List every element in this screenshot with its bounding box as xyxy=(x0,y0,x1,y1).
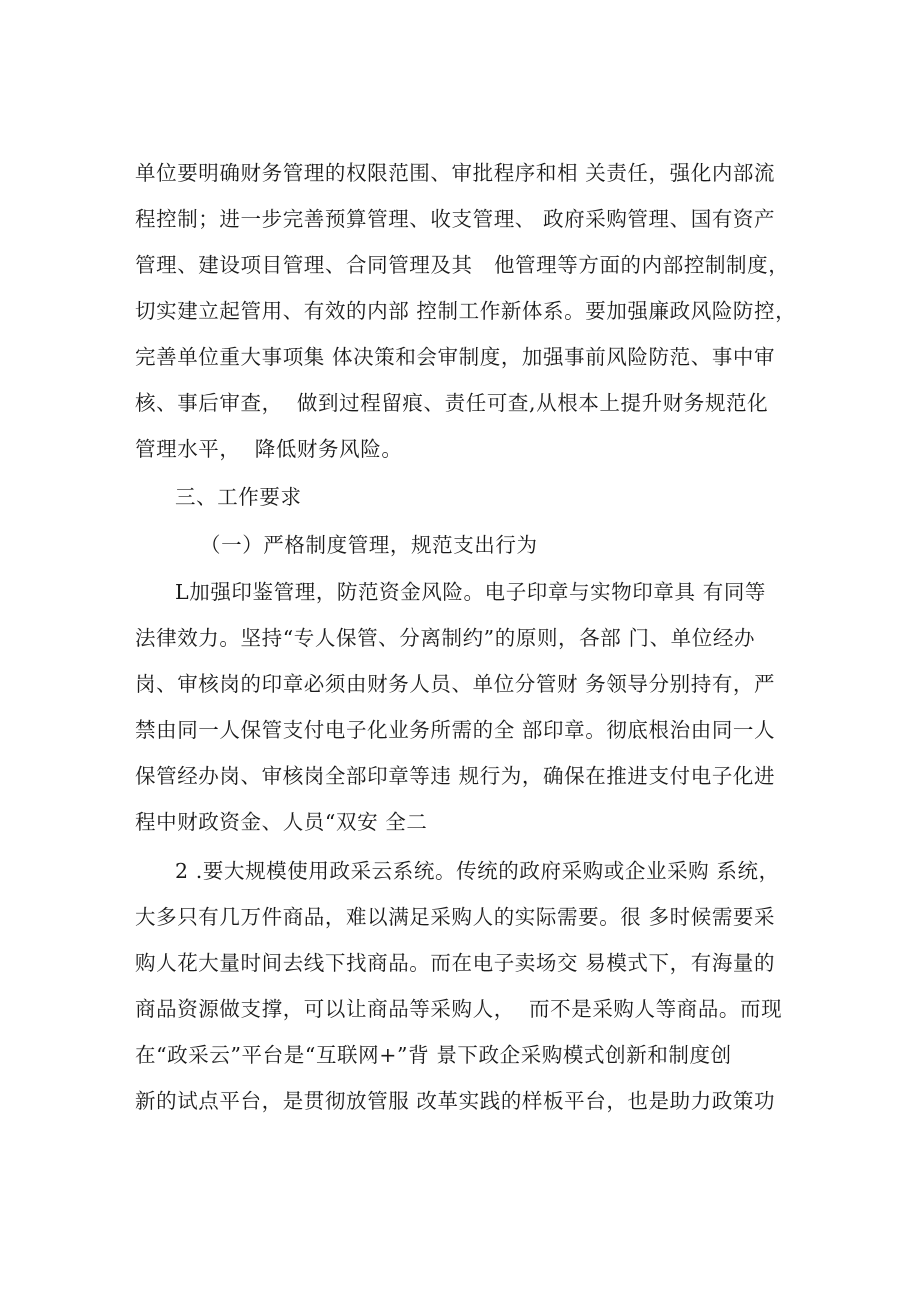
subsection-heading: （一）严格制度管理，规范支出行为 xyxy=(200,533,538,557)
body-text-line: 新的试点平台，是贯彻放管服 改革实践的样板平台，也是助力政策功 xyxy=(135,1089,776,1113)
body-text-line: 单位要明确财务管理的权限范围、审批程序和相 关责任，强化内部流 xyxy=(135,161,776,185)
body-text-line: 程控制；进一步完善预算管理、收支管理、 政府采购管理、国有资产 xyxy=(135,207,776,231)
body-text-line: 大多只有几万件商品，难以满足采购人的实际需要。很 多时候需要采 xyxy=(135,905,776,929)
body-text-line: 保管经办岗、审核岗全部印章等违 规行为，确保在推进支付电子化进 xyxy=(135,764,776,788)
body-text-line: 购人花大量时间去线下找商品。而在电子卖场交 易模式下，有海量的 xyxy=(135,951,776,975)
body-text-line: 商品资源做支撑，可以让商品等采购人， 而不是采购人等商品。而现 xyxy=(135,997,783,1021)
body-text-line: 岗、审核岗的印章必须由财务人员、单位分管财 务领导分别持有，严 xyxy=(135,672,776,696)
body-text-line: 禁由同一人保管支付电子化业务所需的全 部印章。彻底根治由同一人 xyxy=(135,718,776,742)
body-text-line: 程中财政资金、人员“双安 全二 xyxy=(135,810,428,834)
body-text-line: 在“政采云”平台是“互联网+”背 景下政企采购模式创新和制度创 xyxy=(135,1043,732,1067)
body-text-line: 2 .要大规模使用政采云系统。传统的政府采购或企业采购 系统， xyxy=(175,859,780,883)
section-heading: 三、工作要求 xyxy=(175,485,302,509)
body-text-line: L加强印鉴管理，防范资金风险。电子印章与实物印章具 有同等 xyxy=(175,580,767,604)
body-text-line: 管理、建设项目管理、合同管理及其 他管理等方面的内部控制制度， xyxy=(135,253,790,277)
body-text-line: 管理水平， 降低财务风险。 xyxy=(135,437,403,461)
body-text-line: 完善单位重大事项集 体决策和会审制度，加强事前风险防范、事中审 xyxy=(135,345,776,369)
body-text-line: 切实建立起管用、有效的内部 控制工作新体系。要加强廉政风险防控， xyxy=(135,299,797,323)
body-text-line: 法律效力。坚持“专人保管、分离制约”的原则，各部 门、单位经办 xyxy=(135,626,756,650)
body-text-line: 核、事后审查， 做到过程留痕、责任可查,从根本上提升财务规范化 xyxy=(135,391,769,415)
